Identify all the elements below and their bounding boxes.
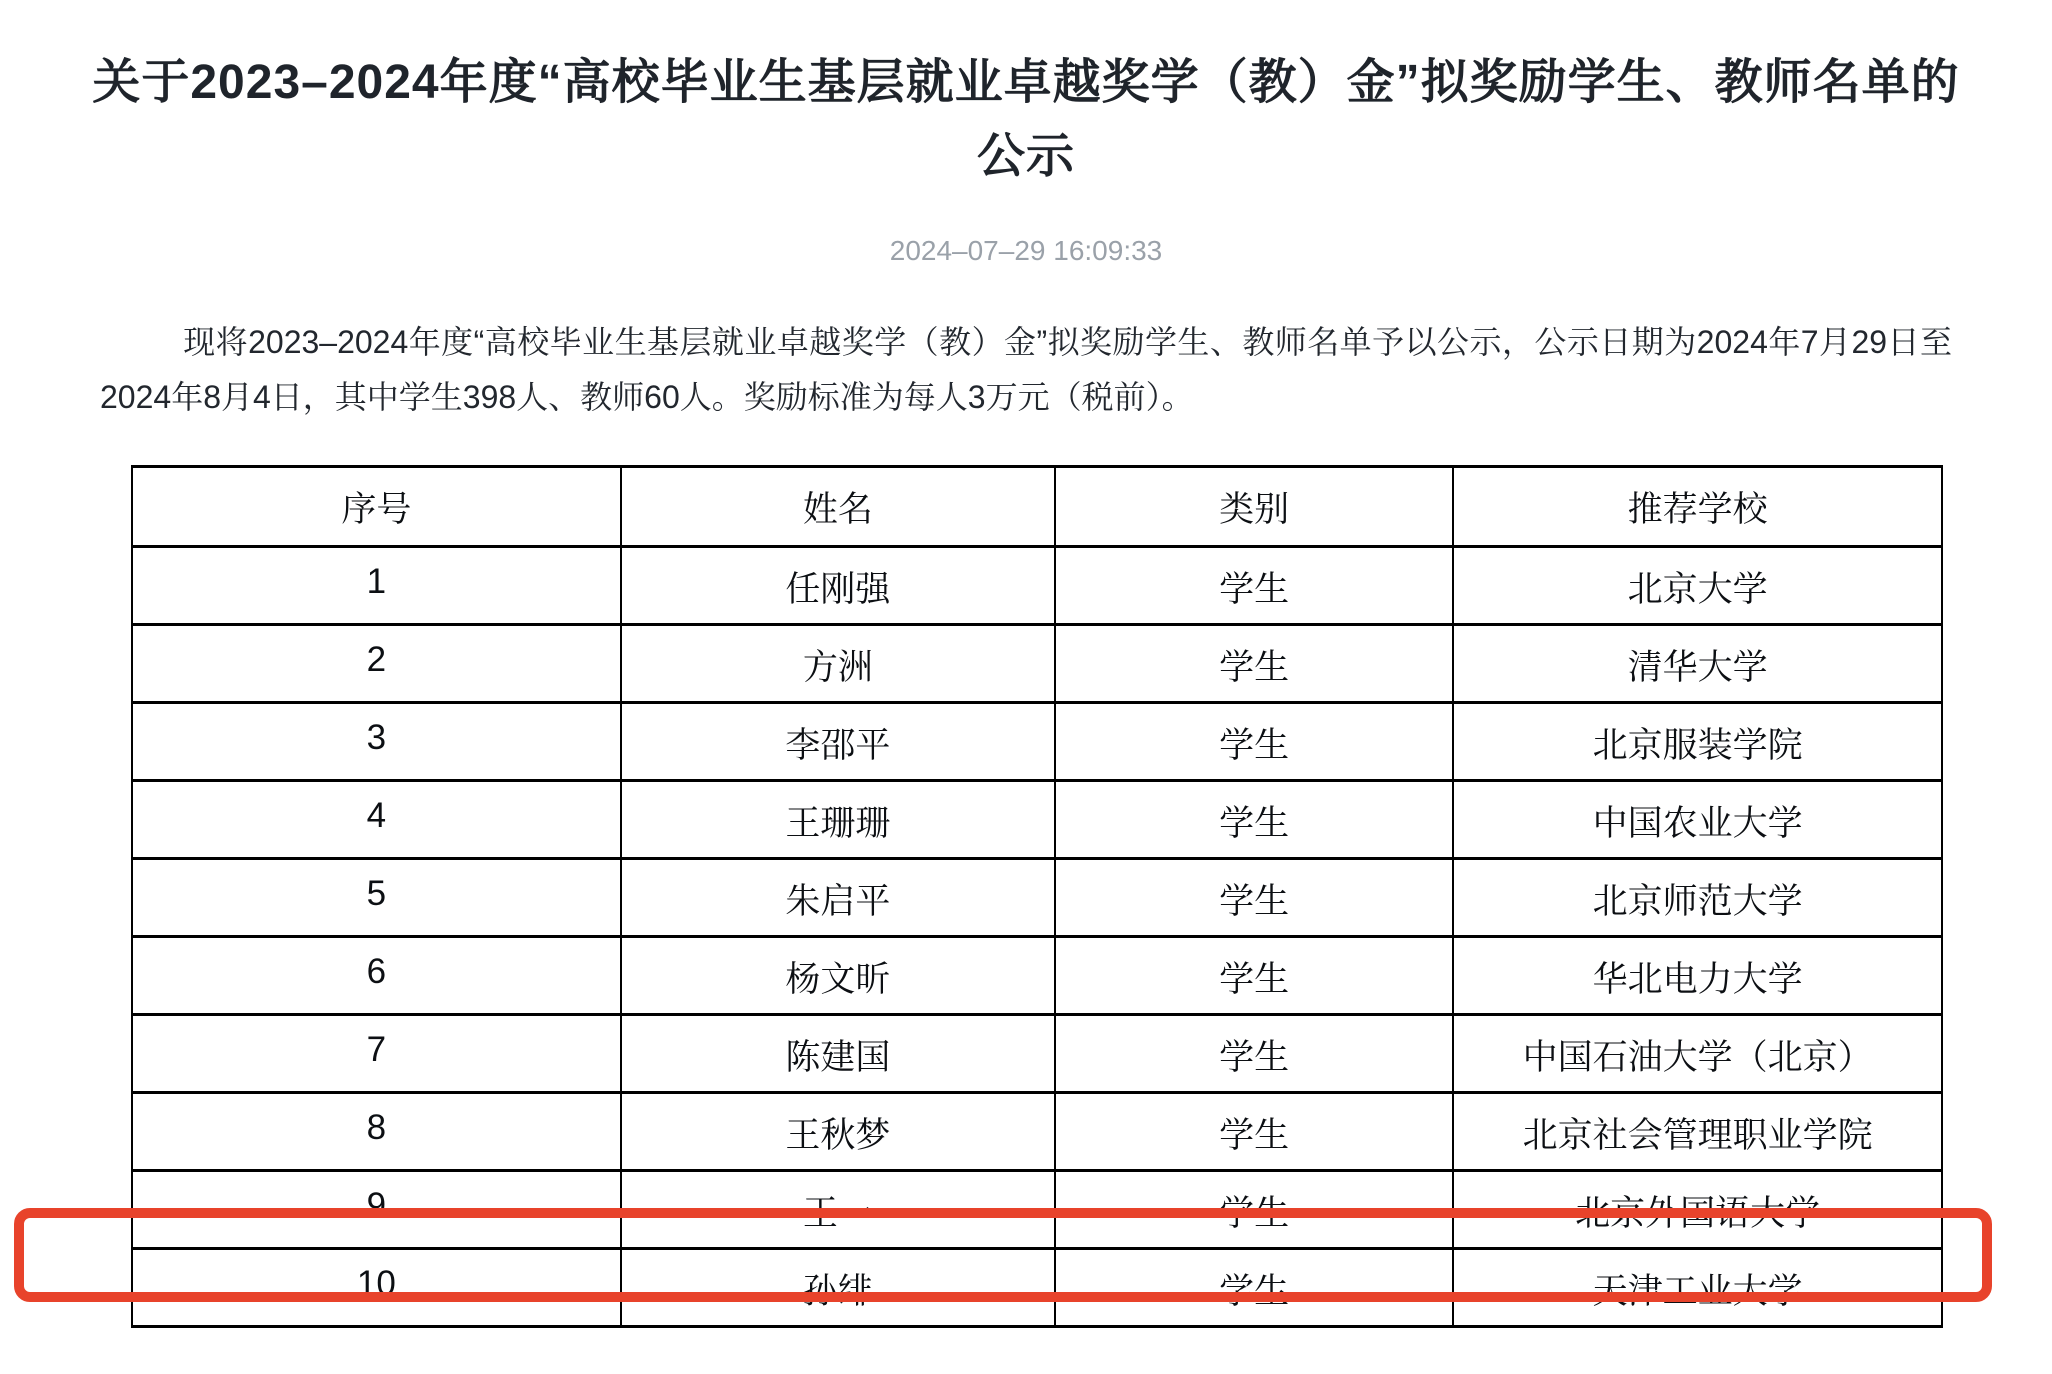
cell-name: 王秋梦 [621, 1092, 1055, 1170]
table-row [132, 1014, 1942, 1092]
publish-date: 2024–07–29 16:09:33 [889, 234, 1163, 266]
cell-index: 5 [132, 858, 621, 936]
cell-index: 8 [132, 1092, 621, 1170]
table-row [132, 624, 1942, 702]
cell-category: 学生 [1055, 1092, 1453, 1170]
cell-category: 学生 [1055, 624, 1453, 702]
cell-category: 学生 [1055, 702, 1453, 780]
cell-school: 北京外国语大学 [1453, 1170, 1942, 1248]
header-cell-index: 序号 [132, 466, 621, 546]
cell-category: 学生 [1055, 1014, 1453, 1092]
cell-name: 陈建国 [621, 1014, 1055, 1092]
cell-name: 杨文昕 [621, 936, 1055, 1014]
cell-school: 中国石油大学（北京） [1453, 1014, 1942, 1092]
cell-school: 中国农业大学 [1453, 780, 1942, 858]
table-header-row [132, 466, 1942, 546]
table-row [132, 702, 1942, 780]
cell-category: 学生 [1055, 1248, 1453, 1326]
cell-school: 华北电力大学 [1453, 936, 1942, 1014]
cell-index: 1 [132, 546, 621, 624]
cell-name: 方洲 [621, 624, 1055, 702]
cell-school: 天津工业大学 [1453, 1248, 1942, 1326]
table-body [132, 546, 1942, 1326]
table-row [132, 780, 1942, 858]
cell-name: 李邵平 [621, 702, 1055, 780]
cell-index: 4 [132, 780, 621, 858]
cell-category: 学生 [1055, 546, 1453, 624]
cell-index: 10 [132, 1248, 621, 1326]
page-title: 关于2023–2024年度“高校毕业生基层就业卓越奖学（教）金”拟奖励学生、教师名单的公示 [92, 56, 1960, 184]
table-row [132, 858, 1942, 936]
cell-category: 学生 [1055, 1170, 1453, 1248]
table-row [132, 1248, 1942, 1326]
cell-name: 任刚强 [621, 546, 1055, 624]
table-row [132, 1170, 1942, 1248]
cell-school: 北京服装学院 [1453, 702, 1942, 780]
body-paragraph: 现将2023–2024年度“高校毕业生基层就业卓越奖学（教）金”拟奖励学生、教师名单予以公示，公示日期为2024年7月29日至2024年8月4日，其中学生398人、教师60人。奖励标准为每人3万元（税前）。 [100, 323, 1952, 415]
cell-category: 学生 [1055, 858, 1453, 936]
cell-name: 朱启平 [621, 858, 1055, 936]
cell-category: 学生 [1055, 936, 1453, 1014]
cell-index: 7 [132, 1014, 621, 1092]
header-cell-category: 类别 [1055, 466, 1453, 546]
awards-table-container [131, 465, 2052, 1328]
cell-name: 孙绯 [621, 1248, 1055, 1326]
table-row [132, 936, 1942, 1014]
cell-category: 学生 [1055, 780, 1453, 858]
table-row [132, 546, 1942, 624]
cell-name: 王珊珊 [621, 780, 1055, 858]
cell-index: 6 [132, 936, 621, 1014]
cell-name: 王一 [621, 1170, 1055, 1248]
header-cell-school: 推荐学校 [1453, 466, 1942, 546]
table-row [132, 1092, 1942, 1170]
cell-index: 9 [132, 1170, 621, 1248]
cell-school: 北京社会管理职业学院 [1453, 1092, 1942, 1170]
cell-school: 清华大学 [1453, 624, 1942, 702]
cell-index: 2 [132, 624, 621, 702]
awards-table [131, 465, 1943, 1328]
cell-index: 3 [132, 702, 621, 780]
cell-school: 北京大学 [1453, 546, 1942, 624]
header-cell-name: 姓名 [621, 466, 1055, 546]
cell-school: 北京师范大学 [1453, 858, 1942, 936]
